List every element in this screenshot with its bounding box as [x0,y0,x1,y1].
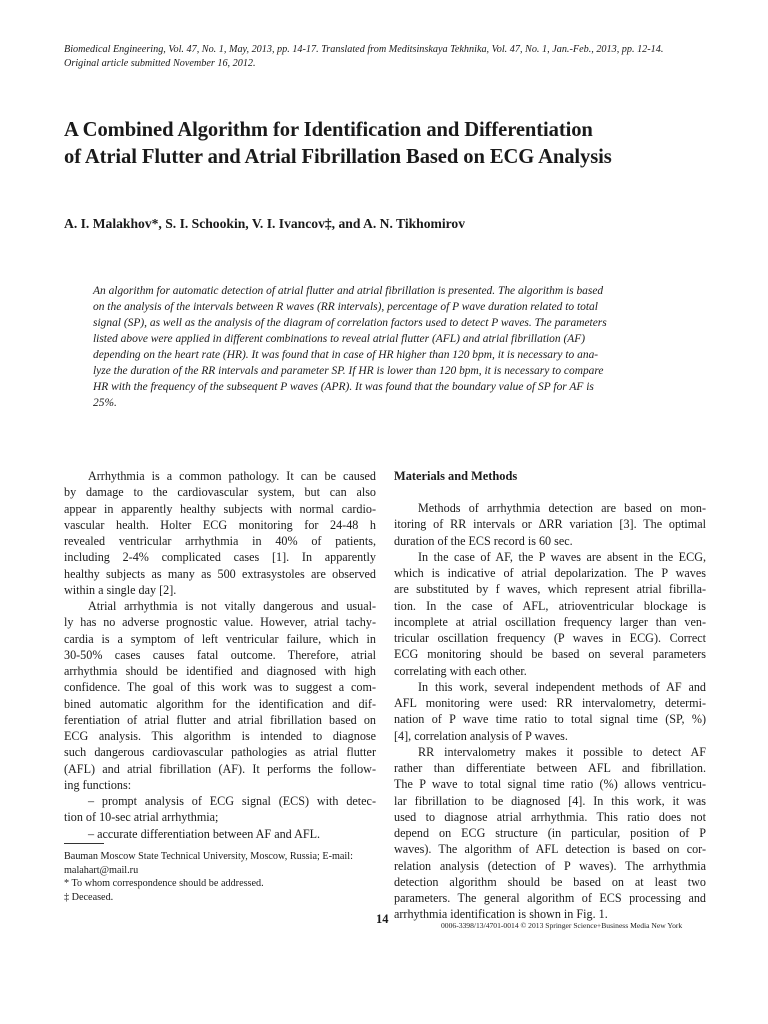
text-line: tion of 10-sec atrial arrhythmia; [64,810,219,825]
title-line-2: of Atrial Flutter and Atrial Fibrillation Based on ECG Analysis [64,146,612,168]
paragraph-monitoring-methods [394,679,706,744]
text-line: revealed ventricular arrhythmia in 40% of patients, [64,534,376,548]
text-line: ferentiation of atrial flutter and atrial fibrillation based on [64,712,376,727]
text-line: healthy subjects as many as 500 extrasystoles are observed [64,566,376,581]
header-line-citation: Biomedical Engineering, Vol. 47, No. 1, May, 2013, pp. 14-17. Translated from Meditsinskaya Tekhnika, Vol. 47, No. 1, Jan.-Feb., 2013, pp. 12-14. [64,44,664,55]
text-line: ing functions: [64,777,132,792]
paragraph-atrial-arrhythmia [64,598,376,793]
page-number: 14 [376,912,389,926]
text-line: such dangerous cardiovascular pathologies as atrial flutter [64,745,376,760]
abstract-line: lyze the duration of the RR intervals and parameter SP. If HR is lower than 120 bpm, it is necessary to compare [93,365,604,377]
text-line: are substituted by f waves, which represent atrial fibrilla- [394,582,706,597]
text-line: – prompt analysis of ECG signal (ECS) with detec- [88,794,376,808]
text-line: ECG monitoring should be based on several parameters [394,647,706,662]
text-line: depend on ECG structure (in particular, position of P [394,826,706,840]
text-line: AFL monitoring were used: RR intervalometry, determi- [394,696,706,710]
text-line: RR intervalometry makes it possible to detect AF [418,744,706,759]
text-line: In this work, several independent methods of AF and [418,679,706,694]
text-line: duration of the ECS record is 60 sec. [394,533,573,548]
footnote-divider [64,843,104,844]
paragraph-af-case [394,549,706,679]
text-line: including 2-4% complicated cases [1]. In apparently [64,550,376,565]
text-line: parameters. The general algorithm of ECS processing and [394,891,706,905]
article-title [64,117,724,171]
text-line: tion. In the case of AFL, atrioventricular blockage is [394,598,706,613]
text-line: rather than differentiate between AFL and fibrillation. [394,761,706,775]
text-line: appear in apparently healthy subjects with normal cardio- [64,501,376,516]
text-line: confidence. The goal of this work was to suggest a com- [64,680,376,695]
abstract-line: 25%. [93,397,117,409]
footnote-affiliation: Bauman Moscow State Technical University, Moscow, Russia; E-mail: [64,851,353,862]
text-line: ly has no adverse prognostic value. However, atrial tachy- [64,615,376,630]
paragraph-rr-intervalometry [394,744,706,923]
left-column [64,468,376,842]
text-line: which is indicative of atrial depolarization. The P waves [394,566,706,580]
footnote-deceased: ‡ Deceased. [64,891,114,903]
text-line: ECG analysis. This algorithm is intended to diagnose [64,729,376,743]
author-list: A. I. Malakhov*, S. I. Schookin, V. I. Ivancov‡, and A. N. Tikhomirov [64,216,466,231]
text-line: In the case of AF, the P waves are absent in the ECG, [418,549,706,564]
text-line: by damage to the cardiovascular system, but can also [64,485,376,500]
text-line: used to diagnose atrial arrhythmia. This ratio does not [394,809,706,824]
text-line: [4], correlation analysis of P waves. [394,728,568,743]
abstract-line: HR with the frequency of the subsequent P waves (APR). It was found that the boundary value of SP for AF is [93,381,594,393]
footnotes [64,850,376,904]
text-line: detection algorithm should be based on at least two [394,874,706,889]
abstract-line: signal (SP), as well as the analysis of the diagram of correlation factors used to detect P waves. The parameters [93,317,607,329]
footnote-correspondence: * To whom correspondence should be addressed. [64,878,264,889]
text-line: 30-50% cases causes fatal outcome. Therefore, atrial [64,647,376,662]
list-item-prompt-analysis [64,793,376,826]
header-line-submitted: Original article submitted November 16, 2012. [64,58,256,69]
journal-header [64,43,724,71]
text-line: lar fibrillation to be diagnosed [4]. In this work, it was [394,793,706,808]
text-line: nation of P wave time ratio to total signal time (SP, %) [394,712,706,727]
right-column [394,468,706,923]
abstract-line: listed above were applied in different combinations to reveal atrial flutter (AFL) and atrial fibrillation (AF) [93,333,586,345]
text-line: cardia is a symptom of left ventricular failure, which in [64,631,376,646]
text-line: tricular oscillation frequency (P waves in ECG). Correct [394,631,706,645]
abstract [93,283,678,411]
text-line: Methods of arrhythmia detection are based on mon- [418,501,706,515]
footnote-email: malahart@mail.ru [64,864,139,876]
list-item-differentiation [64,826,376,842]
text-line: The P wave to total signal time ratio (%) allows ventricu- [394,777,706,792]
abstract-line: depending on the heart rate (HR). It was found that in case of HR higher than 120 bpm, it is necessary to ana- [93,349,599,361]
text-line: incomplete at atrial oscillation frequency larger than ven- [394,614,706,629]
text-line: itoring of RR intervals or ΔRR variation [3]. The optimal [394,517,706,532]
text-line: bined automatic algorithm for the identification and dif- [64,696,376,711]
text-line: correlating with each other. [394,663,527,678]
text-line: waves). The algorithm of AFL detection is based on cor- [394,842,706,857]
section-heading: Materials and Methods [394,469,518,483]
text-line: – accurate differentiation between AF and AFL. [88,826,321,841]
title-line-1: A Combined Algorithm for Identification and Differentiation [64,119,593,141]
text-line: relation analysis (detection of P waves). The arrhythmia [394,858,706,873]
paragraph-intro [64,468,376,598]
text-line: arrhythmia identification is shown in Fig. 1. [394,907,608,922]
text-line: arrhythmia should be identified and diagnosed with high [64,664,376,678]
text-line: (AFL) and atrial fibrillation (AF). It performs the follow- [64,761,376,776]
text-line: Arrhythmia is a common pathology. It can be caused [88,469,376,483]
copyright-notice: 0006-3398/13/4701-0014 © 2013 Springer Science+Business Media New York [441,921,683,930]
paragraph-methods [394,500,706,549]
text-line: Atrial arrhythmia is not vitally dangerous and usual- [88,599,376,613]
abstract-line: An algorithm for automatic detection of atrial flutter and atrial fibrillation is presented. The algorithm is based [93,285,604,297]
text-line: within a single day [2]. [64,582,177,597]
abstract-line: on the analysis of the intervals between R waves (RR intervals), percentage of P wave duration related to total [93,301,598,313]
text-line: vascular health. Holter ECG monitoring for 24-48 h [64,517,376,532]
